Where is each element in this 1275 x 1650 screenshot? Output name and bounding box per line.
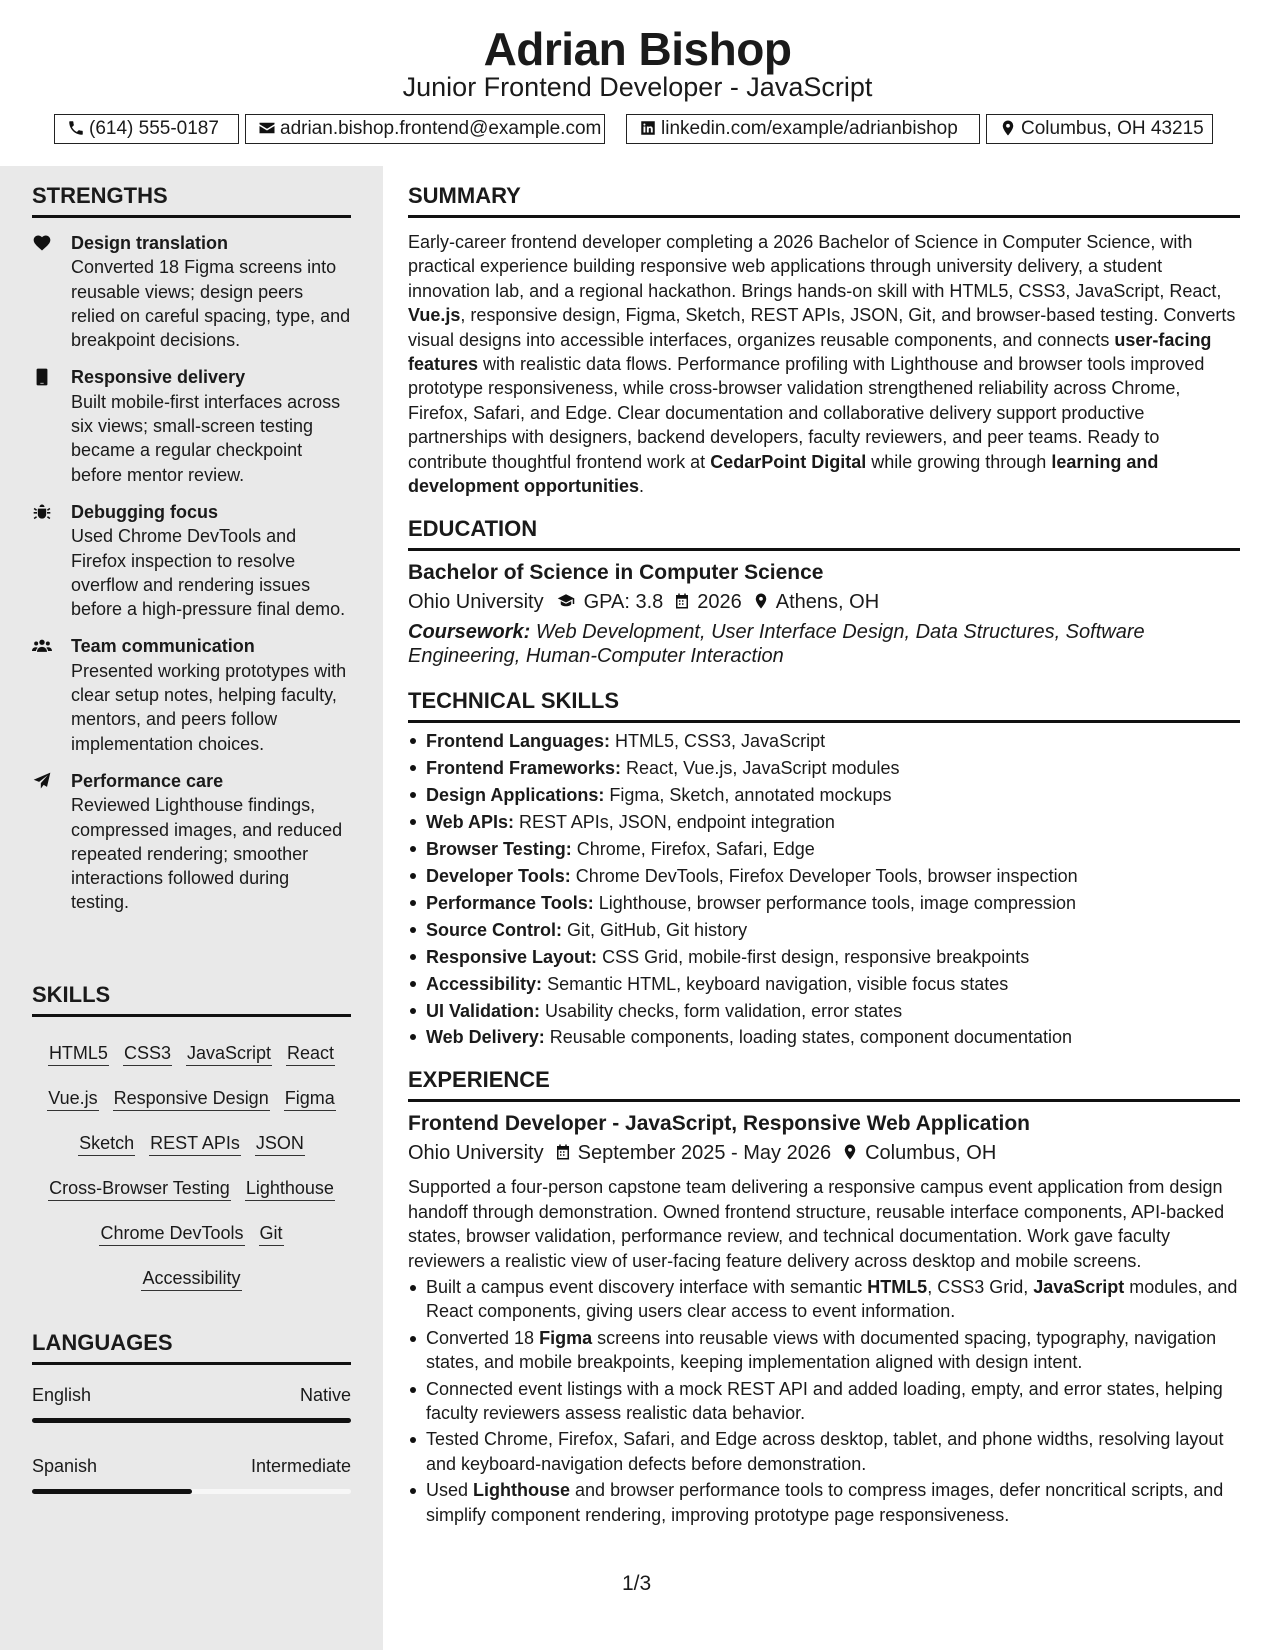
skill-category: Performance Tools:: [426, 892, 594, 913]
experience-meta: [408, 1142, 1240, 1165]
skill-tag: Sketch: [78, 1132, 135, 1156]
skill-category: Frontend Languages:: [426, 731, 610, 752]
paper-plane-icon: [32, 771, 54, 791]
school-name: Ohio University: [408, 591, 544, 614]
contact-phone-text: (614) 555-0187: [89, 118, 219, 139]
phone-icon: [67, 119, 85, 137]
candidate-name: Adrian Bishop: [483, 23, 792, 75]
skill-tag: HTML5: [48, 1042, 109, 1066]
skill-tag: Chrome DevTools: [99, 1222, 244, 1246]
skill-values: React, Vue.js, JavaScript modules: [626, 758, 900, 779]
skill-values: Lighthouse, browser performance tools, image compression: [598, 892, 1076, 913]
contact-email-text: adrian.bishop.frontend@example.com: [280, 118, 602, 139]
linkedin-icon: [639, 119, 657, 137]
strength-title: Team communication: [71, 636, 255, 657]
list-item: [408, 890, 1240, 917]
list-item: [408, 782, 1240, 809]
graduation-cap-icon: [554, 592, 578, 610]
language-proficiency-fill: [32, 1489, 192, 1494]
skills-tag-cloud: [32, 1031, 351, 1301]
skill-tag: CSS3: [123, 1042, 172, 1066]
education-entry: [408, 561, 1240, 668]
main-column: [408, 183, 1240, 1529]
degree-title: Bachelor of Science in Computer Science: [408, 561, 824, 585]
language-proficiency-bar: [32, 1418, 351, 1423]
language-level: Intermediate: [250, 1456, 351, 1476]
skill-category: Design Applications:: [426, 785, 605, 806]
list-item: [408, 863, 1240, 890]
strength-text: Presented working prototypes with clear setup notes, helping faculty, mentors, and peers follow implementation choices.: [71, 660, 347, 754]
skill-tag: JSON: [255, 1132, 305, 1156]
skill-values: Semantic HTML, keyboard navigation, visible focus states: [547, 973, 1009, 994]
skill-category: Developer Tools:: [426, 866, 571, 886]
skill-category: Frontend Frameworks:: [426, 758, 622, 779]
strength-text: Built mobile-first interfaces across six views; small-screen testing became a regular checkpoint before mentor review.: [71, 391, 341, 485]
skill-values: CSS Grid, mobile-first design, responsive breakpoints: [602, 946, 1030, 967]
list-item: [408, 971, 1240, 998]
languages-section: [32, 1330, 351, 1494]
skill-values: Git, GitHub, Git history: [567, 919, 748, 940]
skill-tag: React: [286, 1042, 335, 1066]
skill-values: Usability checks, form validation, error states: [545, 1000, 903, 1021]
skill-tag: JavaScript: [186, 1042, 272, 1066]
language-item: [32, 1456, 351, 1494]
contact-linkedin-text: linkedin.com/example/adrianbishop: [661, 118, 958, 139]
experience-heading: EXPERIENCE: [408, 1067, 1240, 1102]
language-name: Spanish: [32, 1456, 98, 1476]
technical-skills-heading: TECHNICAL SKILLS: [408, 688, 1240, 723]
language-name: English: [32, 1385, 92, 1405]
strength-item: [32, 231, 351, 352]
experience-bullets: [408, 1275, 1240, 1527]
skill-category: Browser Testing:: [426, 839, 572, 860]
users-icon: [32, 636, 54, 656]
strength-item: [32, 365, 351, 486]
skill-values: Reusable components, loading states, component documentation: [549, 1027, 1073, 1048]
contact-location-text: Columbus, OH 43215: [1021, 118, 1204, 139]
list-item: [408, 809, 1240, 836]
skill-category: Web APIs:: [426, 812, 515, 833]
employment-location: Columbus, OH: [865, 1142, 997, 1165]
strength-text: Used Chrome DevTools and Firefox inspection to resolve overflow and rendering issues before a high-pressure final demo.: [71, 526, 346, 620]
skill-tag: REST APIs: [149, 1132, 241, 1156]
experience-entry: [408, 1112, 1240, 1527]
skill-tag: Lighthouse: [245, 1177, 335, 1201]
strengths-section: [32, 183, 351, 915]
skill-category: Responsive Layout:: [426, 946, 598, 967]
skill-category: Accessibility:: [426, 973, 543, 994]
language-item: [32, 1385, 351, 1423]
heart-icon: [32, 233, 54, 253]
list-item: [408, 1024, 1240, 1051]
skill-tag: Responsive Design: [113, 1087, 270, 1111]
map-pin-icon: [752, 592, 770, 610]
list-item: [408, 917, 1240, 944]
list-item: Built a campus event discovery interface with semantic HTML5, CSS3 Grid, JavaScript modules, and React components, giving users clear access to event information.: [408, 1275, 1240, 1324]
experience-description: Supported a four-person capstone team delivering a responsive campus event application from design handoff through demonstration. Owned frontend structure, reusable interface components, API-backed states, browser validation, performance review, and technical documentation. Work gave faculty reviewers a realistic view of user-facing feature delivery across desktop and mobile screens.: [408, 1177, 1225, 1271]
list-item: [408, 728, 1240, 755]
skill-values: Chrome, Firefox, Safari, Edge: [576, 839, 815, 860]
language-level: Native: [299, 1385, 351, 1405]
skill-tag: Git: [259, 1222, 284, 1246]
skill-values: Figma, Sketch, annotated mockups: [609, 785, 892, 806]
skill-category: Web Delivery:: [426, 1027, 545, 1048]
summary-heading: SUMMARY: [408, 183, 1240, 218]
contact-location: [986, 114, 1213, 144]
coursework-list: Web Development, User Interface Design, Data Structures, Software Engineering, Human-Computer Interaction: [408, 621, 1145, 668]
list-item: Used Lighthouse and browser performance tools to compress images, defer noncritical scripts, and simplify component rendering, improving prototype page responsiveness.: [408, 1478, 1240, 1527]
skill-values: REST APIs, JSON, endpoint integration: [519, 812, 835, 833]
strength-title: Debugging focus: [71, 501, 218, 522]
map-pin-icon: [841, 1143, 859, 1161]
contact-phone[interactable]: [54, 114, 239, 144]
employer-name: Ohio University: [408, 1142, 544, 1165]
role-title: Frontend Developer - JavaScript, Responsive Web Application: [408, 1112, 1030, 1136]
coursework: [408, 620, 1240, 668]
contact-email[interactable]: [245, 114, 605, 144]
graduation-year: 2026: [697, 591, 742, 614]
list-item: [408, 755, 1240, 782]
skill-values: HTML5, CSS3, JavaScript: [615, 731, 826, 752]
calendar-icon: [554, 1143, 572, 1161]
strength-item: [32, 500, 351, 621]
school-location: Athens, OH: [775, 591, 880, 614]
skill-category: UI Validation:: [426, 1000, 541, 1021]
strength-item: [32, 634, 351, 755]
map-pin-icon: [999, 119, 1017, 137]
summary-text: Early-career frontend developer completing a 2026 Bachelor of Science in Computer Science, with practical experience building responsive web applications through university delivery, a student innovation lab, and a regional hackathon. Brings hands-on skill with HTML5, CSS3, JavaScript, React, Vue.js, responsive design, Figma, Sketch, REST APIs, JSON, Git, and browser-based testing. Converts visual designs into accessible interfaces, organizes reusable components, and connects user-facing features with realistic data flows. Performance profiling with Lighthouse and browser tools improved prototype responsiveness, while cross-browser validation strengthened reliability across Chrome, Firefox, Safari, and Edge. Clear documentation and collaborative delivery support productive partnerships with designers, backend developers, faculty reviewers, and peer teams. Ready to contribute thoughtful frontend work at CedarPoint Digital while growing through learning and development opportunities.: [408, 232, 1236, 497]
list-item: Connected event listings with a mock REST API and added loading, empty, and error states, helping faculty reviewers assess realistic data behavior.: [408, 1377, 1240, 1426]
technical-skills-list: [408, 728, 1240, 1051]
language-proficiency-bar: [32, 1489, 351, 1494]
list-item: Converted 18 Figma screens into reusable views with documented spacing, typography, navigation states, and mobile breakpoints, keeping implementation aligned with design intent.: [408, 1326, 1240, 1375]
coursework-label: Coursework:: [408, 621, 531, 644]
strength-title: Performance care: [71, 770, 224, 791]
contact-linkedin[interactable]: [626, 114, 980, 144]
skills-section: [32, 982, 351, 1301]
strength-text: Converted 18 Figma screens into reusable views; design peers relied on careful spacing, type, and breakpoint decisions.: [71, 257, 351, 351]
list-item: Tested Chrome, Firefox, Safari, and Edge across desktop, tablet, and phone widths, resolving layout and keyboard-navigation defects before demonstration.: [408, 1427, 1240, 1476]
strengths-heading: STRENGTHS: [32, 183, 351, 218]
language-proficiency-fill: [32, 1418, 351, 1423]
skill-tag: Vue.js: [47, 1087, 98, 1111]
strength-title: Responsive delivery: [71, 367, 246, 388]
strength-text: Reviewed Lighthouse findings, compressed images, and reduced repeated rendering; smoother interactions followed during testing.: [71, 795, 343, 913]
calendar-icon: [673, 592, 691, 610]
page-number: 1/3: [622, 1572, 652, 1595]
strength-item: [32, 769, 351, 915]
job-title: Junior Frontend Developer - JavaScript: [402, 72, 873, 102]
education-meta: [408, 591, 1240, 614]
skill-category: Source Control:: [426, 919, 563, 940]
list-item: [408, 836, 1240, 863]
list-item: [408, 998, 1240, 1025]
skill-tag: Accessibility: [141, 1267, 241, 1291]
skill-tag: Figma: [284, 1087, 336, 1111]
gpa: GPA: 3.8: [583, 591, 664, 614]
strength-title: Design translation: [71, 233, 229, 253]
envelope-icon: [258, 119, 276, 137]
skill-tag: Cross-Browser Testing: [48, 1177, 231, 1201]
mobile-phone-icon: [32, 367, 54, 387]
education-heading: EDUCATION: [408, 516, 1240, 551]
bug-icon: [32, 502, 54, 522]
languages-heading: LANGUAGES: [32, 1330, 351, 1365]
skill-values: Chrome DevTools, Firefox Developer Tools, browser inspection: [575, 866, 1078, 886]
skills-heading: SKILLS: [32, 982, 351, 1017]
employment-dates: September 2025 - May 2026: [577, 1142, 832, 1165]
list-item: [408, 944, 1240, 971]
